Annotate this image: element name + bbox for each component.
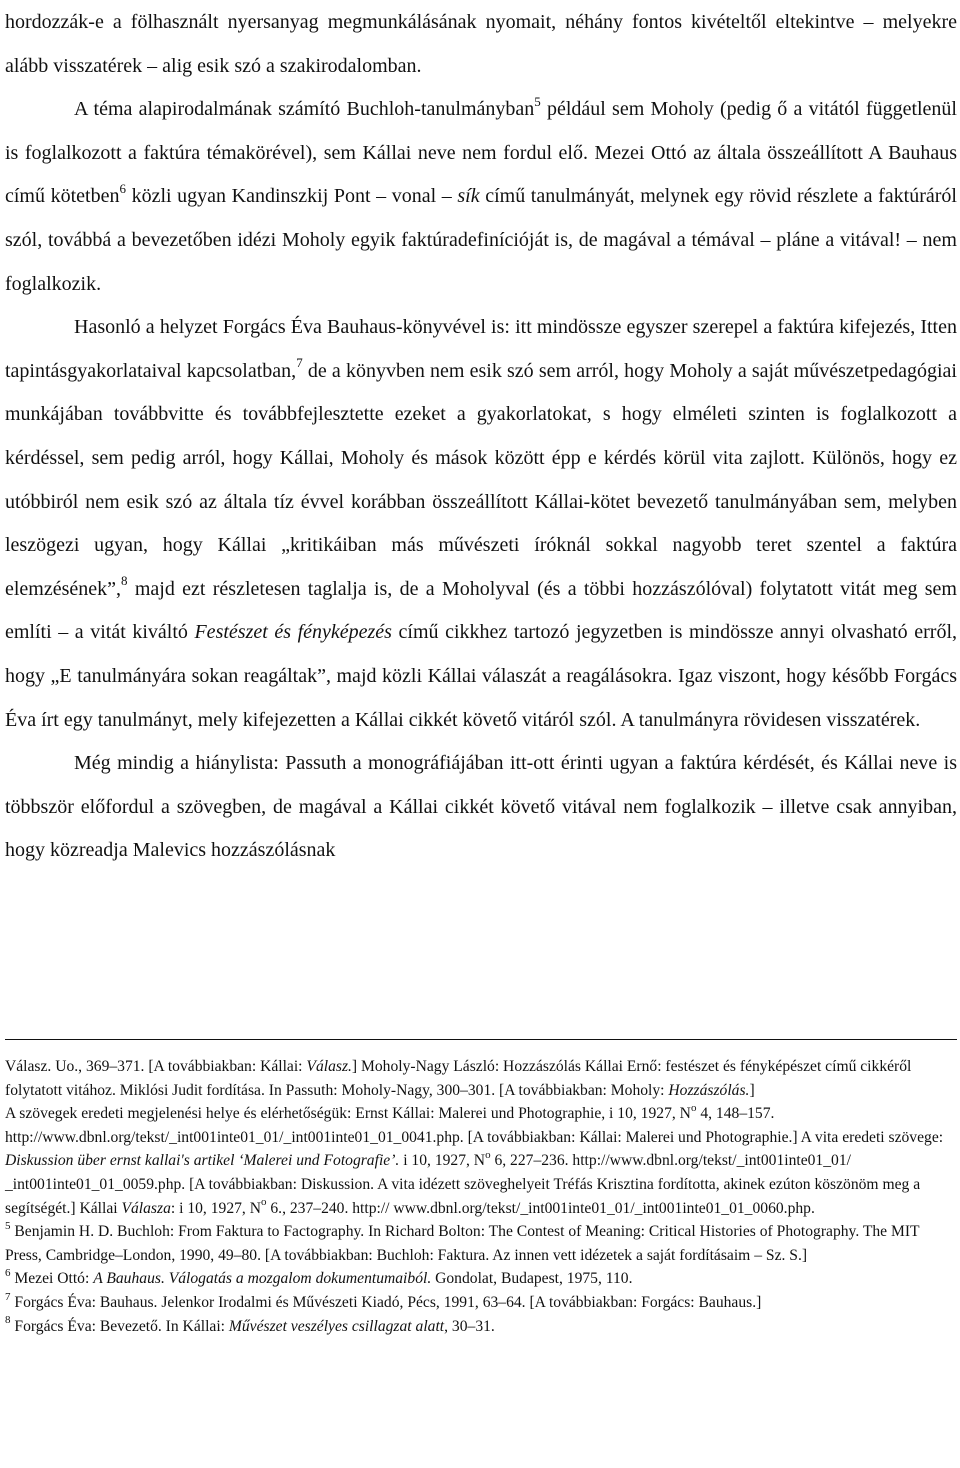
italic-run: Művészet veszélyes csillagzat alatt — [228, 1317, 445, 1335]
text-run: 6, 227–236. http://www.dbnl.org/tekst/_int001inte01_01/ _int001inte01_01_0059.php. [A továbbiakban: Diskussion. A vita idézett szöveghelyeit Tréfás Krisztina fordította, akinek ezúton köszönöm meg a segítségét.] Kállai — [5, 1152, 921, 1217]
footnote-7 — [5, 1291, 957, 1315]
footnote-8 — [5, 1315, 957, 1339]
footnotes — [5, 1055, 957, 1338]
footnote-ref-6[interactable]: 6 — [119, 180, 126, 196]
italic-run: sík — [457, 185, 480, 208]
paragraph-2 — [5, 88, 957, 306]
text-run: című cikkhez tartozó jegyzetben is mindössze annyi olvasható erről, hogy „E tanulmányára sokan reagáltak”, majd közli Kállai válaszát a reagálásokra. Igaz viszont, hogy később Forgács Éva írt egy tanulmányt, mely kifejezetten a Kállai cikkét követő vitáról szól. A tanulmányra rövidesen visszatérek. — [5, 621, 958, 731]
footnote-ref-7[interactable]: 7 — [296, 355, 303, 371]
paragraph-3 — [5, 306, 957, 742]
text-run: 4, 148–157. http://www.dbnl.org/tekst/_int001inte01_01/_int001inte01_01_0041.php. [A továbbiakban: Kállai: Malerei und Photographie.] A vita eredeti szövege: — [5, 1105, 944, 1146]
footnote-continuation — [5, 1055, 957, 1102]
text-run: ] — [749, 1081, 755, 1099]
italic-run: Válasz. — [306, 1058, 352, 1075]
text-run: majd ezt részletesen taglalja is, de a Moholyval (és a többi hozzászólóval) folytatott vitát meg sem említi – a vitát kiváltó — [5, 577, 957, 644]
text-run: című tanulmányát, melynek egy rövid részlete a faktúráról szól, továbbá a bevezetőben idézi Moholy egyik faktúradefinícióját is, de magával a témával – pláne a vitával! – nem foglalkozik. — [5, 185, 957, 295]
main-text — [5, 0, 957, 873]
footnote-6 — [5, 1267, 957, 1291]
text-run: közli ugyan Kandinszkij Pont – vonal – — [125, 185, 458, 208]
text-run: Forgács Éva: Bevezető. In Kállai: — [10, 1317, 229, 1335]
text-run: 6., 237–240. http:// www.dbnl.org/tekst/_int001inte01_01/_int001inte01_01_0060.php. — [266, 1199, 815, 1217]
text-run: A szövegek eredeti megjelenési helye és elérhetőségük: Ernst Kállai: Malerei und Photographie, i 10, 1927, N — [5, 1105, 691, 1123]
footnote-continuation-2 — [5, 1102, 957, 1220]
text-run: de a könyvben nem esik szó sem arról, hogy Moholy a saját művészetpedagógiai munkájában továbbvitte és továbbfejlesztette ezeket a gyakorlatokat, s hogy elméleti szinten is foglalkozott a kérdéssel, sem pedig arról, hogy Kállai, Moholy és mások között épp e kérdés körül vita zajlott. Különös, hogy ez utóbbiról nem esik szó az általa tíz évvel korábban összeállított Kállai-kötet bevezető tanulmányában sem, melyben leszögezi ugyan, hogy Kállai „kritikáiban más művészeti íróknál sokkal nagyobb teret szentel a faktúra elemzésének”, — [5, 359, 957, 600]
text-run: hordozzák-e a fölhasznált nyersanyag megmunkálásának nyomait, néhány fontos kivételtől eltekintve – melyekre alább visszatérek – alig esik szó a szakirodalomban. — [5, 11, 957, 77]
text-run: például sem Moholy (pedig ő a vitától függetlenül is foglalkozott a faktúra témakörével), sem Kállai neve nem fordul elő. Mezei Ottó az általa összeállított A Bauhaus című kötetben — [5, 98, 957, 208]
text-run: Benjamin H. D. Buchloh: From Faktura to Factography. In Richard Bolton: The Contest of Meaning: Critical Histories of Photography. The MIT Press, Cambridge–London, 1990, 49–80. [A továbbiakban: Buchloh: Faktura. Az innen vett idézetek a saját fordításaim – Sz. S.] — [5, 1223, 920, 1264]
footnote-number: 8 — [5, 1314, 11, 1327]
footnote-ref-8[interactable]: 8 — [121, 573, 128, 589]
text-run: , 30–31. — [444, 1317, 495, 1335]
paragraph-4 — [5, 742, 957, 873]
document-page — [5, 0, 958, 1335]
text-run: Mezei Ottó: — [10, 1270, 94, 1288]
footnote-5 — [5, 1220, 957, 1267]
italic-run: Válasza — [121, 1199, 171, 1217]
footnote-ref-5[interactable]: 5 — [534, 93, 541, 109]
paragraph-1 — [5, 1, 957, 88]
superscript: o — [690, 1102, 697, 1114]
text-run: Gondolat, Budapest, 1975, 110. — [431, 1270, 633, 1288]
superscript: o — [260, 1196, 267, 1209]
text-run: i 10, 1927, N — [399, 1152, 486, 1170]
italic-run: Hozzászólás. — [668, 1081, 750, 1099]
footnote-number: 7 — [5, 1290, 11, 1303]
footnote-number: 5 — [5, 1219, 11, 1232]
text-run: ] Moholy-Nagy László: Hozzászólás Kállai Ernő: festészet és fényképészet című cikkéről folytatott vitához. Miklósi Judit fordítása. In Passuth: Moholy-Nagy, 300–301. [A továbbiakban: Moholy: — [5, 1058, 912, 1099]
text-run: Hasonló a helyzet Forgács Éva Bauhaus-könyvével is: itt mindössze egyszer szerepel a faktúra kifejezés, Itten tapintásgyakorlataival kapcsolatban, — [5, 316, 957, 382]
text-run: Még mindig a hiánylista: Passuth a monográfiájában itt-ott érinti ugyan a faktúra kérdését, és Kállai neve is többször előfordul a szövegben, de magával a Kállai cikkét követő vitával nem foglalkozik – illetve csak annyiban, hogy közreadja Malevics hozzászólásnak — [5, 752, 957, 862]
text-run: Forgács Éva: Bauhaus. Jelenkor Irodalmi és Művészeti Kiadó, Pécs, 1991, 63–64. [A továbbiakban: Forgács: Bauhaus.] — [10, 1293, 762, 1311]
italic-run: Festészet és fényképezés — [194, 621, 392, 644]
footnote-separator — [5, 1039, 957, 1040]
text-run: : i 10, 1927, N — [170, 1199, 261, 1217]
italic-run: Diskussion über ernst kallai's artikel ‘Malerei und Fotografie’. — [5, 1152, 400, 1170]
text-run: Válasz. Uo., 369–371. [A továbbiakban: Kállai: — [5, 1058, 307, 1075]
superscript: o — [485, 1149, 491, 1162]
footnote-number: 6 — [5, 1267, 11, 1280]
italic-run: A Bauhaus. Válogatás a mozgalom dokumentumaiból. — [93, 1270, 432, 1288]
text-run: A téma alapirodalmának számító Buchloh-tanulmányban — [74, 98, 535, 121]
